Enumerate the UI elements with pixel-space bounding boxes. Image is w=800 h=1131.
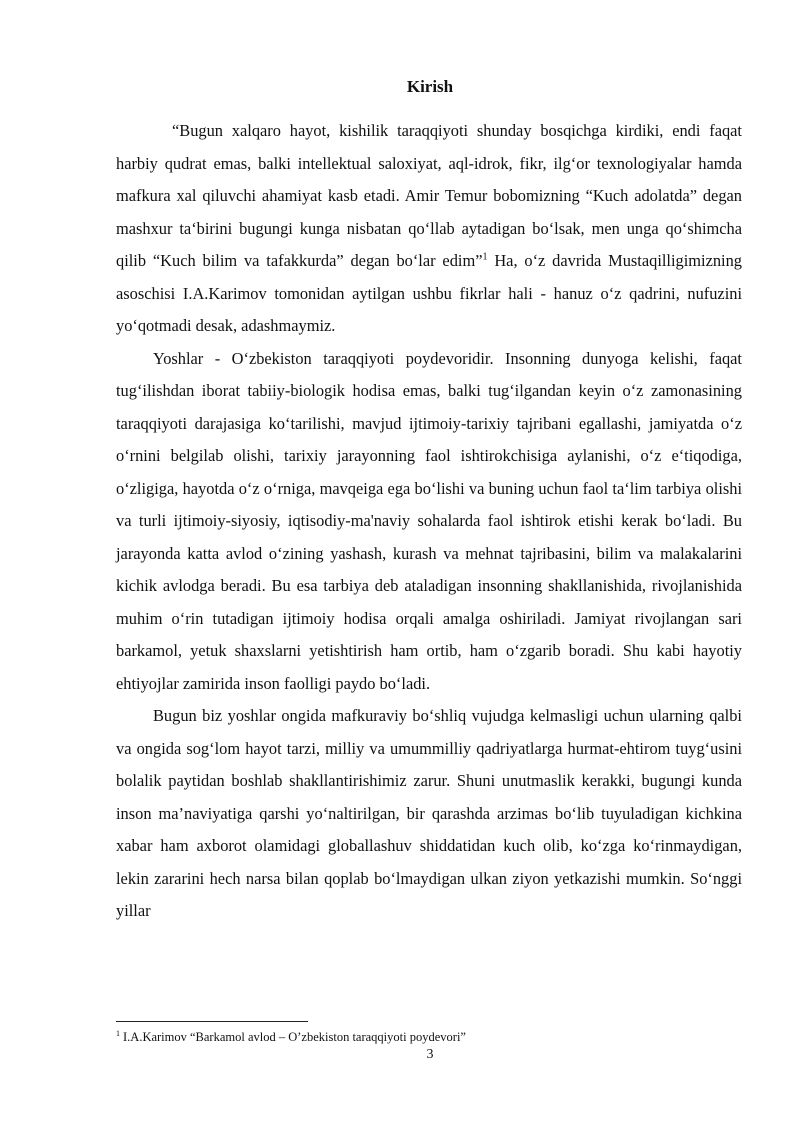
page-title: Kirish	[406, 77, 454, 96]
body-text	[116, 115, 742, 928]
paragraph-2: Yoshlar - O‘zbekiston taraqqiyoti poydevoridir. Insonning dunyoga kelishi, faqat tug‘ilishdan iborat tabiiy-biologik hodisa emas, balki tug‘ilgandan keyin o‘z zamonasining taraqqiyoti darajasiga ko‘tarilishi, mavjud ijtimoiy-tarixiy tajribani egallashi, jamiyatda o‘z o‘rnini belgilab olishi, tarixiy jarayonning faol ishtirokchisiga aylanishi, o‘z e‘tiqodiga, o‘zligiga, hayotda o‘z o‘rniga, mavqeiga ega bo‘lishi va buning uchun faol ta‘lim tarbiya olishi va turli ijtimoiy-siyosiy, iqtisodiy-ma'naviy sohalarda faol ishtirok etishi kerak bo‘ladi. Bu jarayonda katta avlod o‘zining yashash, kurash va mehnat tajribasini, bilim va malakalarini kichik avlodga beradi. Bu esa tarbiya deb ataladigan insonning shakllanishida, rivojlanishida muhim o‘rin tutadigan ijtimoiy hodisa orqali amalga oshiriladi. Jamiyat rivojlangan sari barkamol, yetuk shaxslarni yetishtirish ham ortib, ham o‘zgarib boradi. Shu kabi hayotiy ehtiyojlar zamirida inson faolligi paydo bo‘ladi.	[116, 348, 742, 693]
paragraph-1	[116, 115, 742, 343]
footnote-number: 1	[116, 1028, 120, 1038]
footnote-reference[interactable]: 1	[482, 251, 488, 263]
footnote-text: I.A.Karimov “Barkamol avlod – O’zbekiston taraqqiyoti poydevori”	[123, 1030, 466, 1044]
page-number: 3	[426, 1047, 434, 1062]
paragraph-3: Bugun biz yoshlar ongida mafkuraviy bo‘shliq vujudga kelmasligi uchun ularning qalbi va ongida sog‘lom hayot tarzi, milliy va umummilliy qadriyatlarga hurmat-ehtirom tuyg‘usini bolalik paytidan boshlab shakllantirishimiz zarur. Shuni unutmaslik kerakki, bugungi kunda inson ma’naviyatiga qarshi yo‘naltirilgan, bir qarashda arzimas bo‘lib tuyuladigan kichkina xabar ham axborot olamidagi globallashuv shiddatidan kuch olib, ko‘zga ko‘rinmaydigan, lekin zararini hech narsa bilan qoplab bo‘lmaydigan ulkan ziyon yetkazishi mumkin. So‘nggi yillar	[116, 706, 742, 920]
footnote-separator	[116, 1021, 308, 1022]
paragraph-1-text-continued: Ha, o‘z davrida Mustaqilligimizning asoschisi I.A.Karimov tomonidan aytilgan ushbu fikrlar hali - hanuz o‘z qadrini, nufuzini yo‘qotmadi desak, adashmaymiz.	[116, 251, 742, 335]
paragraph-1-text: “Bugun xalqaro hayot, kishilik taraqqiyoti shunday bosqichga kirdiki, endi faqat harbiy qudrat emas, balki intellektual saloxiyat, aql-idrok, fikr, ilg‘or texnologiyalar hamda mafkura xal qiluvchi ahamiyat kasb etadi. Amir Temur bobomizning “Kuch adolatda” degan mashxur ta‘birini bugungi kunga nisbatan qo‘llab aytadigan bo‘lsak, men unga qo‘shimcha qilib “Kuch bilim va tafakkurda” degan bo‘lar edim”	[116, 121, 742, 270]
footnote	[116, 1029, 742, 1045]
